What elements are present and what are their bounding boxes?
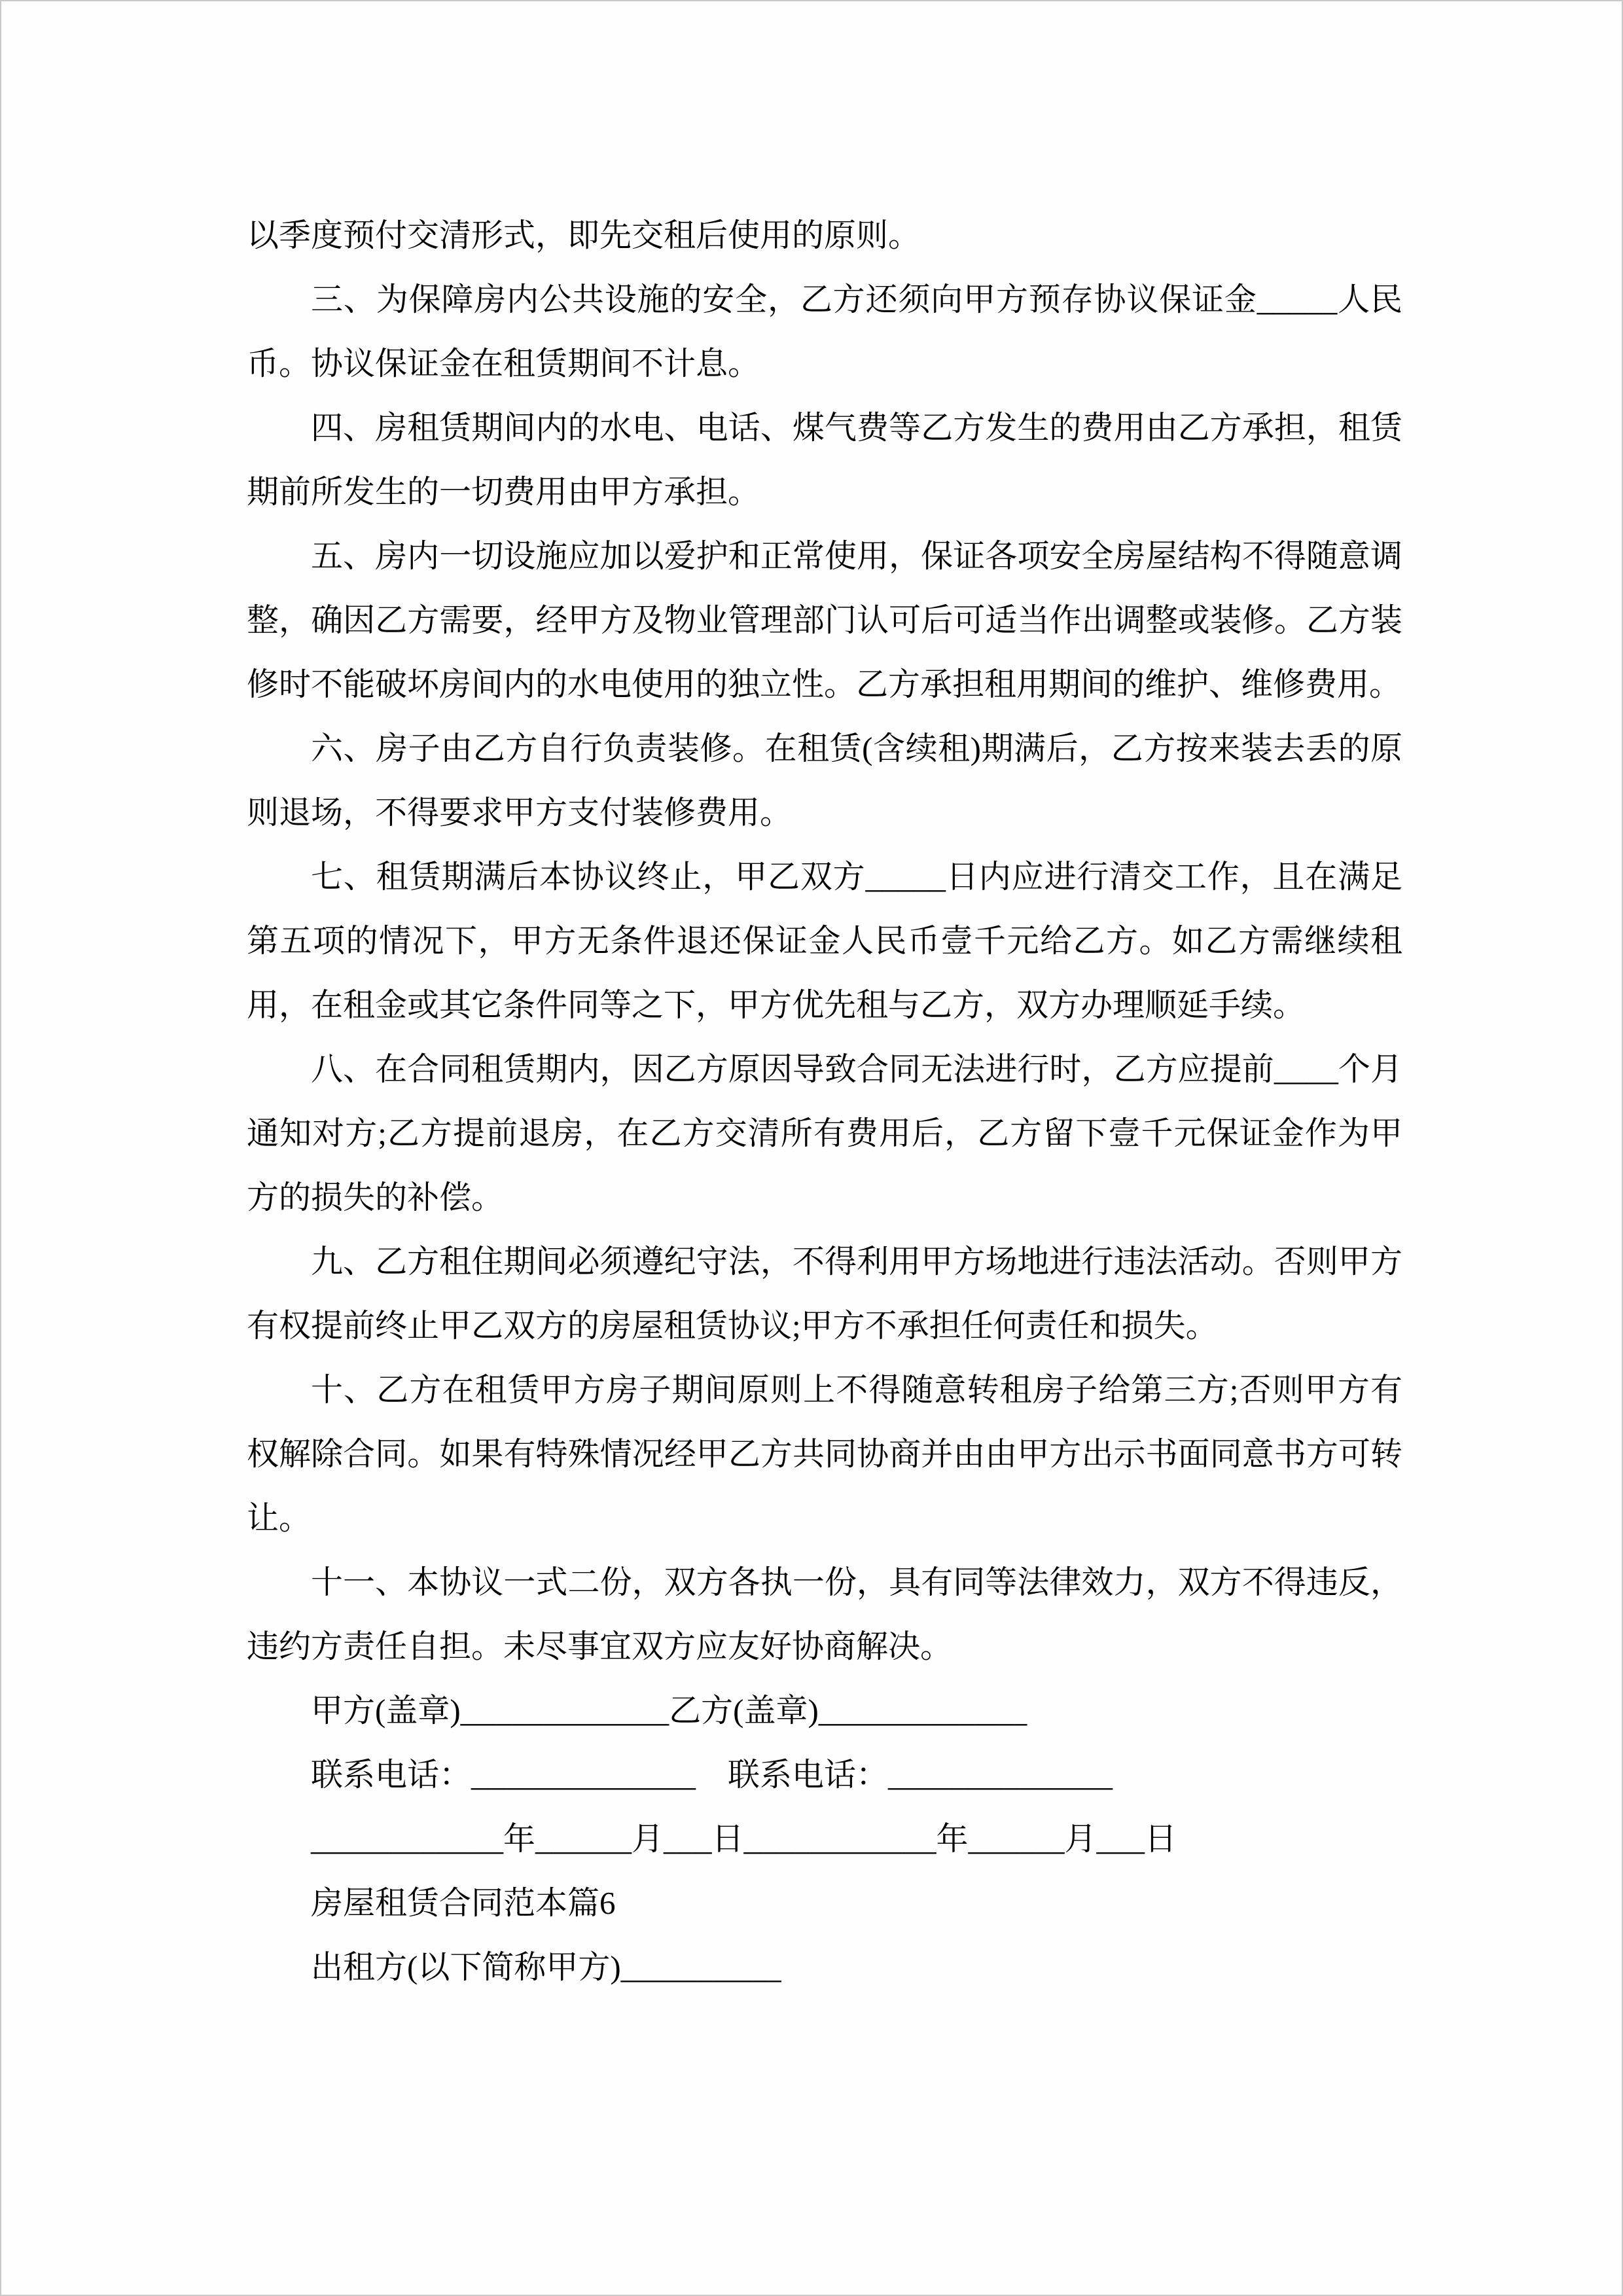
paragraph-15: 出租方(以下简称甲方)__________ <box>311 1949 781 1985</box>
paragraph-2: 三、为保障房内公共设施的安全，乙方还须向甲方预存协议保证金_____人民币。协议保证金在租赁期间不计息。 <box>247 281 1402 382</box>
paragraph-10: 十一、本协议一式二份，双方各执一份，具有同等法律效力，双方不得违反，违约方责任自担。未尽事宜双方应友好协商解决。 <box>247 1564 1402 1664</box>
paragraph-14: 房屋租赁合同范本篇6 <box>311 1885 616 1921</box>
paragraph-5: 六、房子由乙方自行负责装修。在租赁(含续租)期满后，乙方按来装去丢的原则退场，不得要求甲方支付装修费用。 <box>247 730 1402 831</box>
paragraph-13: ____________年______月___日____________年______月___日 <box>311 1821 1177 1857</box>
paragraph-12: 联系电话：______________ 联系电话：______________ <box>311 1757 1113 1793</box>
paragraph-6: 七、租赁期满后本协议终止，甲乙双方_____日内应进行清交工作，且在满足第五项的情况下，甲方无条件退还保证金人民币壹千元给乙方。如乙方需继续租用，在租金或其它条件同等之下，甲方优先租与乙方，双方办理顺延手续。 <box>247 859 1402 1023</box>
paragraph-11: 甲方(盖章)_____________乙方(盖章)_____________ <box>311 1693 1027 1729</box>
paragraph-3: 四、房租赁期间内的水电、电话、煤气费等乙方发生的费用由乙方承担，租赁期前所发生的一切费用由甲方承担。 <box>247 410 1402 510</box>
paragraph-4: 五、房内一切设施应加以爱护和正常使用，保证各项安全房屋结构不得随意调整，确因乙方需要，经甲方及物业管理部门认可后可适当作出调整或装修。乙方装修时不能破坏房间内的水电使用的独立性。乙方承担租用期间的维护、维修费用。 <box>247 538 1402 702</box>
paragraph-9: 十、乙方在租赁甲方房子期间原则上不得随意转租房子给第三方;否则甲方有权解除合同。如果有特殊情况经甲乙方共同协商并由由甲方出示书面同意书方可转让。 <box>247 1372 1402 1536</box>
paragraph-7: 八、在合同租赁期内，因乙方原因导致合同无法进行时，乙方应提前____个月通知对方;乙方提前退房，在乙方交清所有费用后，乙方留下壹千元保证金作为甲方的损失的补偿。 <box>247 1051 1402 1215</box>
paragraph-8: 九、乙方租住期间必须遵纪守法，不得利用甲方场地进行违法活动。否则甲方有权提前终止甲乙双方的房屋租赁协议;甲方不承担任何责任和损失。 <box>247 1244 1402 1344</box>
paragraph-1: 以季度预付交清形式，即先交租后使用的原则。 <box>247 217 921 253</box>
document-body <box>247 204 1402 2000</box>
